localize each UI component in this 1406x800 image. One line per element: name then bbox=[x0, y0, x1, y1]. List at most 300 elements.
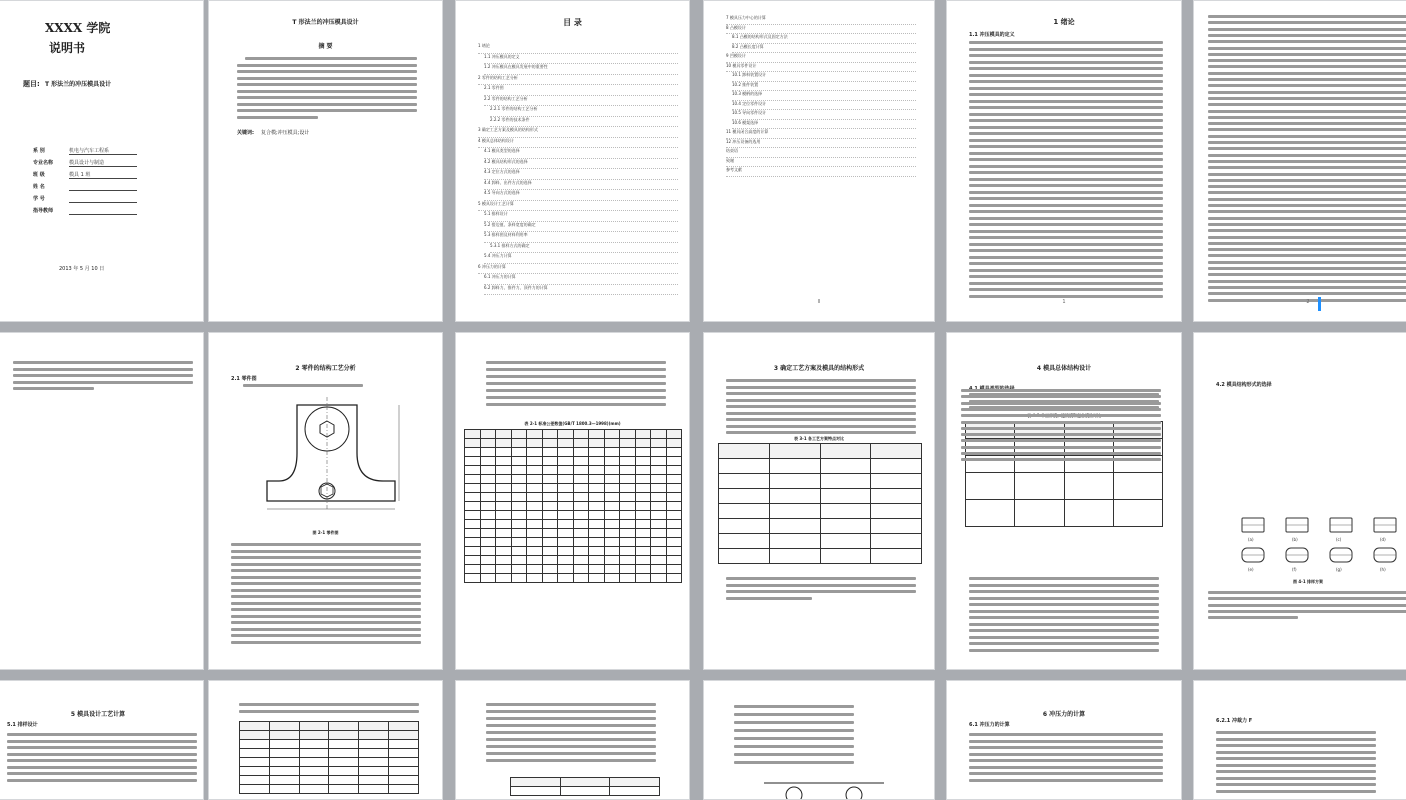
table-cell bbox=[651, 556, 667, 565]
text-line bbox=[969, 145, 1163, 148]
text-line bbox=[726, 386, 916, 389]
toc-entry-text: 5 模具设计工艺计算 bbox=[478, 200, 514, 206]
text-line bbox=[1208, 179, 1406, 182]
table-cell bbox=[527, 574, 543, 583]
table-cell bbox=[604, 529, 620, 538]
table-cell bbox=[465, 484, 481, 493]
toc-entry-text: 8.2 凸模长度计算 bbox=[732, 43, 764, 49]
table-cell bbox=[635, 529, 651, 538]
page-ch5d[interactable] bbox=[703, 680, 935, 800]
toc-entry-text: 4.2 模具结构形式的选择 bbox=[484, 158, 528, 164]
table-cell bbox=[871, 459, 922, 474]
table-cell bbox=[558, 547, 574, 556]
table-cell bbox=[511, 439, 527, 448]
text-line bbox=[245, 57, 417, 60]
text-line bbox=[1208, 292, 1406, 295]
table-cell bbox=[620, 466, 636, 475]
text-line bbox=[1208, 91, 1406, 94]
table-cell bbox=[651, 448, 667, 457]
table-cell bbox=[558, 484, 574, 493]
table-cell bbox=[496, 529, 512, 538]
text-line bbox=[969, 295, 1163, 298]
page-ch5[interactable] bbox=[0, 680, 204, 800]
toc-entry[interactable] bbox=[732, 91, 916, 101]
toc-entry[interactable] bbox=[484, 169, 678, 180]
toc-entry[interactable] bbox=[484, 180, 678, 191]
toc-entry[interactable] bbox=[478, 138, 678, 149]
text-line bbox=[1208, 72, 1406, 75]
table-cell bbox=[635, 574, 651, 583]
text-line bbox=[486, 382, 666, 385]
table-cell bbox=[511, 466, 527, 475]
toc-entry[interactable] bbox=[484, 274, 678, 285]
toc-entry[interactable] bbox=[478, 201, 678, 212]
text-line bbox=[1216, 757, 1376, 760]
toc-entry[interactable] bbox=[484, 253, 678, 264]
text-line bbox=[7, 766, 197, 769]
keywords: 复合模;冲压模具;设计 bbox=[261, 130, 310, 136]
page-ch3[interactable] bbox=[703, 332, 935, 670]
table-cell bbox=[604, 457, 620, 466]
text-line bbox=[7, 740, 197, 743]
table-cell bbox=[542, 520, 558, 529]
toc-entry[interactable] bbox=[484, 190, 678, 201]
text-line bbox=[1208, 135, 1406, 138]
table-row bbox=[465, 574, 682, 583]
table-cell bbox=[389, 785, 419, 794]
table-caption: 表 2-1 标准公差数值(GB/T 1800.3—1998)(mm) bbox=[524, 421, 621, 426]
table-cell bbox=[635, 547, 651, 556]
page-ch4[interactable] bbox=[946, 332, 1182, 670]
text-line bbox=[969, 733, 1163, 736]
table-cell bbox=[871, 444, 922, 459]
table-cell bbox=[620, 457, 636, 466]
table-row bbox=[719, 504, 922, 519]
ch4-table bbox=[965, 421, 1163, 527]
table-row bbox=[465, 565, 682, 574]
page-ch5b[interactable] bbox=[208, 680, 443, 800]
table-cell bbox=[635, 520, 651, 529]
toc-entry[interactable] bbox=[490, 117, 678, 128]
text-line bbox=[961, 421, 1161, 424]
table-row bbox=[240, 758, 419, 767]
text-line bbox=[726, 379, 916, 382]
table-cell bbox=[635, 511, 651, 520]
table-row bbox=[465, 430, 682, 439]
text-line bbox=[734, 705, 854, 708]
text-line bbox=[726, 392, 916, 395]
table-cell bbox=[465, 511, 481, 520]
table-cell bbox=[820, 519, 871, 534]
text-line bbox=[1208, 591, 1406, 594]
table-cell bbox=[573, 448, 589, 457]
table-row bbox=[966, 500, 1163, 527]
text-line bbox=[1208, 97, 1406, 100]
text-line bbox=[237, 96, 417, 99]
table-cell bbox=[589, 439, 605, 448]
cover-field-value: 模具 1 班 bbox=[69, 171, 137, 179]
toc-entry[interactable] bbox=[484, 85, 678, 96]
table-cell bbox=[240, 767, 270, 776]
toc-entry[interactable] bbox=[732, 44, 916, 54]
page-ch1-end[interactable] bbox=[0, 332, 204, 670]
page-ch1[interactable] bbox=[946, 0, 1182, 322]
table-cell bbox=[480, 484, 496, 493]
table-cell bbox=[604, 574, 620, 583]
text-line bbox=[961, 439, 1161, 442]
table-cell bbox=[480, 475, 496, 484]
ch2-sec: 2.1 零件图 bbox=[231, 376, 257, 382]
toc-entry[interactable] bbox=[732, 72, 916, 82]
table-cell bbox=[329, 740, 359, 749]
table-cell bbox=[465, 565, 481, 574]
text-line bbox=[231, 621, 421, 624]
toc-entry-text: 5.3 排样图及材料利用率 bbox=[484, 232, 528, 237]
text-line bbox=[969, 106, 1163, 109]
layout-figure bbox=[1282, 545, 1312, 565]
text-line bbox=[969, 597, 1159, 600]
table-cell bbox=[299, 758, 329, 767]
table-cell bbox=[1113, 473, 1162, 500]
table-cell bbox=[240, 731, 270, 740]
table-cell bbox=[480, 520, 496, 529]
toc-entry[interactable] bbox=[484, 64, 678, 75]
table-cell bbox=[589, 547, 605, 556]
text-line bbox=[231, 595, 421, 598]
table-cell bbox=[542, 466, 558, 475]
toc-entry[interactable] bbox=[478, 264, 678, 275]
page-ch6[interactable] bbox=[946, 680, 1182, 800]
text-line bbox=[734, 745, 854, 748]
table-cell bbox=[542, 511, 558, 520]
table-cell bbox=[269, 749, 299, 758]
abstract-heading: T 形法兰的冲压模具设计 bbox=[292, 19, 359, 26]
table-cell bbox=[359, 776, 389, 785]
text-line bbox=[486, 375, 666, 378]
table-cell bbox=[666, 430, 682, 439]
page-ch6b[interactable] bbox=[1193, 680, 1406, 800]
page-abstract[interactable] bbox=[208, 0, 443, 322]
text-line bbox=[1208, 160, 1406, 163]
table-cell bbox=[1064, 473, 1113, 500]
toc-entry[interactable] bbox=[726, 167, 916, 177]
table-cell bbox=[589, 565, 605, 574]
text-line bbox=[231, 641, 421, 644]
strip-drawing bbox=[764, 779, 884, 800]
table-cell bbox=[573, 556, 589, 565]
text-line bbox=[969, 577, 1159, 580]
table-cell bbox=[589, 484, 605, 493]
text-line bbox=[1208, 217, 1406, 220]
toc-entry[interactable] bbox=[732, 34, 916, 44]
table-cell bbox=[496, 538, 512, 547]
page-cover[interactable] bbox=[0, 0, 204, 322]
text-line bbox=[486, 724, 656, 727]
table-cell bbox=[496, 457, 512, 466]
table-cell bbox=[651, 529, 667, 538]
table-cell bbox=[820, 474, 871, 489]
page-ch2[interactable] bbox=[208, 332, 443, 670]
table-cell bbox=[666, 538, 682, 547]
table-cell bbox=[769, 504, 820, 519]
table-cell bbox=[299, 776, 329, 785]
table-row bbox=[465, 448, 682, 457]
table-cell bbox=[635, 493, 651, 502]
text-line bbox=[961, 408, 1161, 411]
table-cell bbox=[542, 574, 558, 583]
table-cell bbox=[1064, 500, 1113, 527]
toc-entry[interactable] bbox=[484, 54, 678, 65]
table-cell bbox=[635, 556, 651, 565]
text-line bbox=[1216, 777, 1376, 780]
cover-topic: T 形法兰的冲压模具设计 bbox=[45, 81, 112, 88]
table-cell bbox=[299, 749, 329, 758]
table-cell bbox=[651, 439, 667, 448]
toc-entry[interactable] bbox=[484, 96, 678, 107]
table-cell bbox=[666, 457, 682, 466]
text-line bbox=[1216, 764, 1376, 767]
table-cell bbox=[820, 459, 871, 474]
table-cell bbox=[511, 529, 527, 538]
text-line bbox=[969, 766, 1163, 769]
table-cell bbox=[480, 466, 496, 475]
text-line bbox=[734, 713, 854, 716]
toc-entry[interactable] bbox=[484, 232, 678, 243]
toc-entry[interactable] bbox=[484, 211, 678, 222]
page-toc-2[interactable] bbox=[703, 0, 935, 322]
table-cell bbox=[389, 758, 419, 767]
toc-entry-text: 8.1 凸模的结构形式及固定方法 bbox=[732, 34, 788, 39]
cover-field-label: 系 别 bbox=[33, 148, 45, 154]
toc-entry[interactable] bbox=[726, 129, 916, 139]
cover-field-label: 专业名称 bbox=[33, 160, 54, 166]
text-line bbox=[486, 731, 656, 734]
ch6-formula-label: 6.2.1 冲裁力 F bbox=[1216, 718, 1253, 724]
toc-entry-text: 4.5 导向方式的选择 bbox=[484, 190, 520, 195]
table-cell bbox=[496, 520, 512, 529]
text-line bbox=[13, 368, 193, 371]
toc-heading: 目 录 bbox=[563, 18, 582, 27]
cover-field-row bbox=[33, 147, 173, 159]
table-row bbox=[511, 778, 660, 787]
table-cell bbox=[719, 534, 770, 549]
text-line bbox=[237, 109, 417, 112]
table-cell bbox=[610, 778, 660, 787]
table-cell bbox=[542, 448, 558, 457]
table-cell bbox=[359, 731, 389, 740]
table-cell bbox=[769, 444, 820, 459]
toc-entry[interactable] bbox=[484, 222, 678, 233]
table-cell bbox=[542, 547, 558, 556]
table-cell bbox=[511, 457, 527, 466]
table-cell bbox=[820, 444, 871, 459]
text-line bbox=[969, 113, 1163, 116]
text-line bbox=[486, 389, 666, 392]
text-line bbox=[726, 431, 916, 434]
page-ch4b[interactable] bbox=[1193, 332, 1406, 670]
table-cell bbox=[666, 475, 682, 484]
table-cell bbox=[329, 722, 359, 731]
toc-entry-text: 5.1 排样设计 bbox=[484, 211, 508, 216]
table-cell bbox=[542, 457, 558, 466]
table-cell bbox=[651, 475, 667, 484]
toc-entry-text: 10.2 推件装置 bbox=[732, 81, 759, 87]
toc-entry[interactable] bbox=[732, 120, 916, 130]
ch5-heading: 5 模具设计工艺计算 bbox=[70, 711, 126, 718]
table-cell bbox=[620, 475, 636, 484]
table-cell bbox=[620, 520, 636, 529]
text-line bbox=[1208, 261, 1406, 264]
page-ch1-cont[interactable] bbox=[1193, 0, 1406, 322]
page-table[interactable] bbox=[455, 332, 690, 670]
text-line bbox=[486, 368, 666, 371]
table-cell bbox=[465, 502, 481, 511]
toc-entry-text: 致谢 bbox=[726, 157, 734, 163]
text-line bbox=[237, 70, 417, 73]
table-cell bbox=[240, 776, 270, 785]
toc-entry-text: 10.6 模架选择 bbox=[732, 119, 759, 125]
table-row bbox=[465, 511, 682, 520]
table-cell bbox=[465, 538, 481, 547]
table-cell bbox=[604, 439, 620, 448]
text-line bbox=[969, 584, 1159, 587]
text-line bbox=[1208, 254, 1406, 257]
toc-entry[interactable] bbox=[478, 127, 678, 138]
text-line bbox=[1208, 267, 1406, 270]
table-cell bbox=[329, 767, 359, 776]
page-toc[interactable] bbox=[455, 0, 690, 322]
table-cell bbox=[573, 565, 589, 574]
text-line bbox=[969, 54, 1163, 57]
table-row bbox=[719, 444, 922, 459]
table-cell bbox=[651, 484, 667, 493]
table-cell bbox=[573, 538, 589, 547]
table-cell bbox=[651, 574, 667, 583]
text-line bbox=[231, 628, 421, 631]
table-row bbox=[465, 457, 682, 466]
toc-entry[interactable] bbox=[732, 101, 916, 111]
text-line bbox=[1216, 790, 1376, 793]
table-cell bbox=[573, 466, 589, 475]
table-cell bbox=[620, 493, 636, 502]
toc-entry[interactable] bbox=[726, 139, 916, 149]
toc-entry-text: 7 模具压力中心的计算 bbox=[726, 15, 766, 20]
text-line bbox=[969, 132, 1163, 135]
toc-entry[interactable] bbox=[726, 158, 916, 168]
table-row bbox=[240, 785, 419, 794]
toc-entry[interactable] bbox=[478, 43, 678, 54]
cover-field-label: 班 级 bbox=[33, 172, 45, 178]
table-cell bbox=[620, 511, 636, 520]
table-row bbox=[465, 502, 682, 511]
text-line bbox=[726, 584, 916, 587]
table-cell bbox=[480, 511, 496, 520]
table-cell bbox=[240, 785, 270, 794]
toc-entry[interactable] bbox=[732, 82, 916, 92]
text-line bbox=[1208, 248, 1406, 251]
toc-entry[interactable] bbox=[726, 63, 916, 73]
table-cell bbox=[496, 574, 512, 583]
table-cell bbox=[769, 459, 820, 474]
toc-entry[interactable] bbox=[484, 159, 678, 170]
table-cell bbox=[527, 493, 543, 502]
table-cell bbox=[558, 475, 574, 484]
page-number: 1 bbox=[1062, 299, 1066, 305]
toc-entry-text: 5.3.1 排样方式的确定 bbox=[490, 242, 530, 248]
table-cell bbox=[558, 511, 574, 520]
text-line bbox=[734, 737, 854, 740]
text-line bbox=[969, 746, 1163, 749]
table-cell bbox=[769, 534, 820, 549]
table-cell bbox=[558, 502, 574, 511]
text-line bbox=[486, 759, 656, 762]
cover-date: 2013 年 5 月 10 日 bbox=[59, 266, 105, 272]
table-cell bbox=[573, 493, 589, 502]
table-cell bbox=[573, 439, 589, 448]
table-cell bbox=[389, 767, 419, 776]
text-line bbox=[13, 374, 193, 377]
table-cell bbox=[511, 778, 561, 787]
table-cell bbox=[604, 511, 620, 520]
table-row bbox=[719, 549, 922, 564]
toc-entry[interactable] bbox=[726, 53, 916, 63]
ch4b-fig-caption: 图 4-1 排样方案 bbox=[1292, 579, 1323, 584]
ch5c-table bbox=[510, 777, 660, 796]
text-line bbox=[726, 425, 916, 428]
toc-entry[interactable] bbox=[490, 106, 678, 117]
table-row bbox=[465, 439, 682, 448]
toc-entry-text: 1.2 冲压模具在模具发展中的重要性 bbox=[484, 64, 548, 69]
text-line bbox=[1208, 242, 1406, 245]
toc-entry[interactable] bbox=[726, 15, 916, 25]
text-line bbox=[969, 740, 1163, 743]
text-line bbox=[969, 772, 1163, 775]
table-cell bbox=[604, 547, 620, 556]
toc-entry[interactable] bbox=[478, 75, 678, 86]
text-line bbox=[726, 399, 916, 402]
text-line bbox=[969, 642, 1159, 645]
table-cell bbox=[769, 489, 820, 504]
table-row bbox=[465, 556, 682, 565]
text-line bbox=[231, 615, 421, 618]
table-cell bbox=[573, 511, 589, 520]
toc-entry[interactable] bbox=[726, 25, 916, 35]
toc-entry-text: 10.4 定位零件设计 bbox=[732, 100, 767, 106]
text-line bbox=[1208, 15, 1406, 18]
toc-entry[interactable] bbox=[484, 148, 678, 159]
table-cell bbox=[558, 430, 574, 439]
table-cell bbox=[589, 511, 605, 520]
text-line bbox=[486, 710, 656, 713]
table-cell bbox=[496, 565, 512, 574]
text-line bbox=[969, 649, 1159, 652]
text-line bbox=[969, 590, 1159, 593]
table-cell bbox=[651, 565, 667, 574]
table-cell bbox=[511, 556, 527, 565]
ch5-sec: 5.1 排样设计 bbox=[7, 722, 38, 728]
toc-entry[interactable] bbox=[732, 110, 916, 120]
table-cell bbox=[465, 466, 481, 475]
toc-list bbox=[478, 43, 678, 295]
text-line bbox=[969, 603, 1159, 606]
table-cell bbox=[589, 457, 605, 466]
table-cell bbox=[558, 448, 574, 457]
toc-entry[interactable] bbox=[490, 243, 678, 254]
page-ch5c[interactable] bbox=[455, 680, 690, 800]
table-cell bbox=[604, 430, 620, 439]
toc-entry[interactable] bbox=[726, 148, 916, 158]
toc-entry[interactable] bbox=[484, 285, 678, 296]
